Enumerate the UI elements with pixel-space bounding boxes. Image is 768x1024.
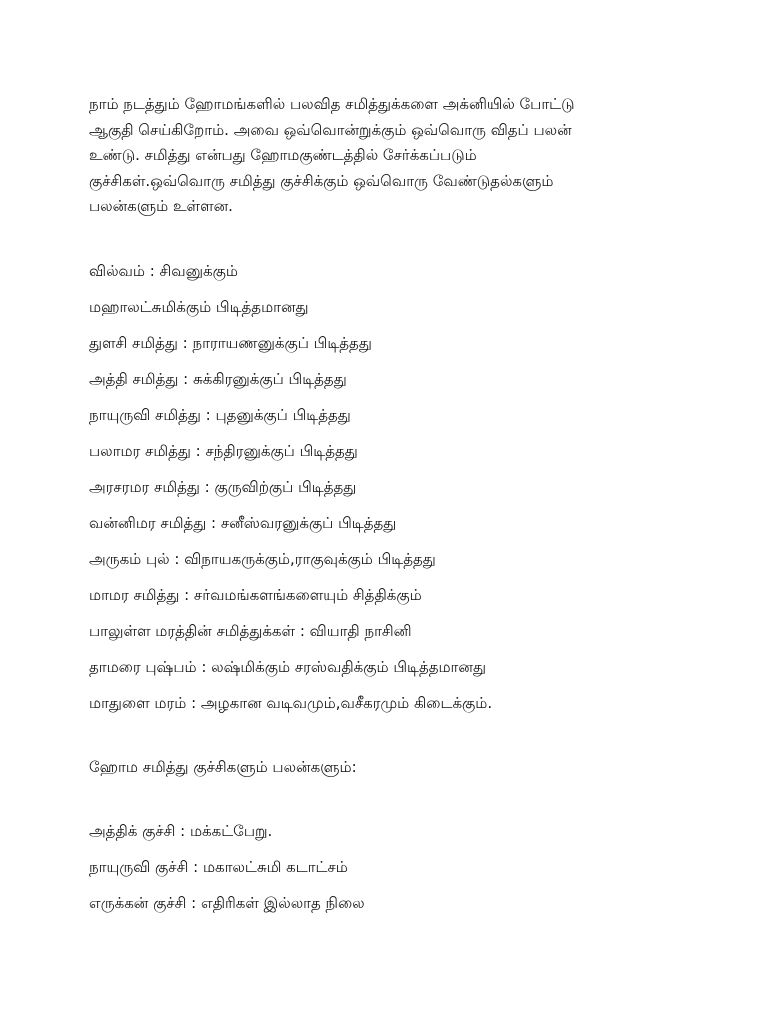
intro-line: பலன்களும் உள்ளன. bbox=[89, 197, 233, 215]
list-item: பலாமர சமித்து : சந்திரனுக்குப் பிடித்தது bbox=[89, 442, 358, 460]
list-item: அரசரமர சமித்து : குருவிற்குப் பிடித்தது bbox=[89, 478, 357, 496]
list-item: வன்னிமர சமித்து : சனீஸ்வரனுக்குப் பிடித்தது bbox=[89, 514, 397, 532]
list-item: பாலுள்ள மரத்தின் சமித்துக்கள் : வியாதி நாசினி bbox=[89, 622, 412, 640]
list-item: நாயுருவி சமித்து : புதனுக்குப் பிடித்தது bbox=[89, 406, 351, 424]
list-item: மஹாலட்சுமிக்கும் பிடித்தமானது bbox=[89, 298, 309, 316]
intro-line: நாம் நடத்தும் ஹோமங்களில் பலவித சமித்துக்களை அக்னியில் போட்டு bbox=[89, 95, 575, 113]
list-item: துளசி சமித்து : நாராயணனுக்குப் பிடித்தது bbox=[89, 334, 372, 352]
list-item: தாமரை புஷ்பம் : லஷ்மிக்கும் சரஸ்வதிக்கும் பிடித்தமானது bbox=[89, 658, 486, 676]
samith-benefit-list bbox=[89, 819, 365, 927]
list-item: மாமர சமித்து : சர்வமங்களங்களையும் சித்திக்கும் bbox=[89, 586, 422, 604]
intro-line: ஆகுதி செய்கிறோம். அவை ஒவ்வொன்றுக்கும் ஒவ்வொரு விதப் பலன் bbox=[89, 120, 572, 139]
list-item: அத்தி சமித்து : சுக்கிரனுக்குப் பிடித்தது bbox=[89, 370, 347, 388]
intro-line: உண்டு. சமித்து என்பது ஹோமகுண்டத்தில் சேர்க்கப்படும் bbox=[89, 146, 477, 164]
intro-paragraph bbox=[89, 92, 689, 220]
list-item: எருக்கன் குச்சி : எதிரிகள் இல்லாத நிலை bbox=[89, 894, 365, 912]
list-item: நாயுருவி குச்சி : மகாலட்சுமி கடாட்சம் bbox=[89, 858, 348, 876]
intro-line: குச்சிகள்.ஒவ்வொரு சமித்து குச்சிக்கும் ஒவ்வொரு வேண்டுதல்களும் bbox=[89, 171, 554, 190]
samith-deity-list bbox=[89, 259, 492, 727]
list-item: வில்வம் : சிவனுக்கும் bbox=[89, 262, 238, 280]
list-item: அத்திக் குச்சி : மக்கட்பேறு. bbox=[89, 822, 273, 840]
section-heading: ஹோம சமித்து குச்சிகளும் பலன்களும்: bbox=[89, 758, 357, 776]
list-item: அருகம் புல் : விநாயகருக்கும்,ராகுவுக்கும் பிடித்தது bbox=[89, 550, 436, 568]
list-item: மாதுளை மரம் : அழகான வடிவமும்,வசீகரமும் கிடைக்கும். bbox=[89, 694, 493, 712]
